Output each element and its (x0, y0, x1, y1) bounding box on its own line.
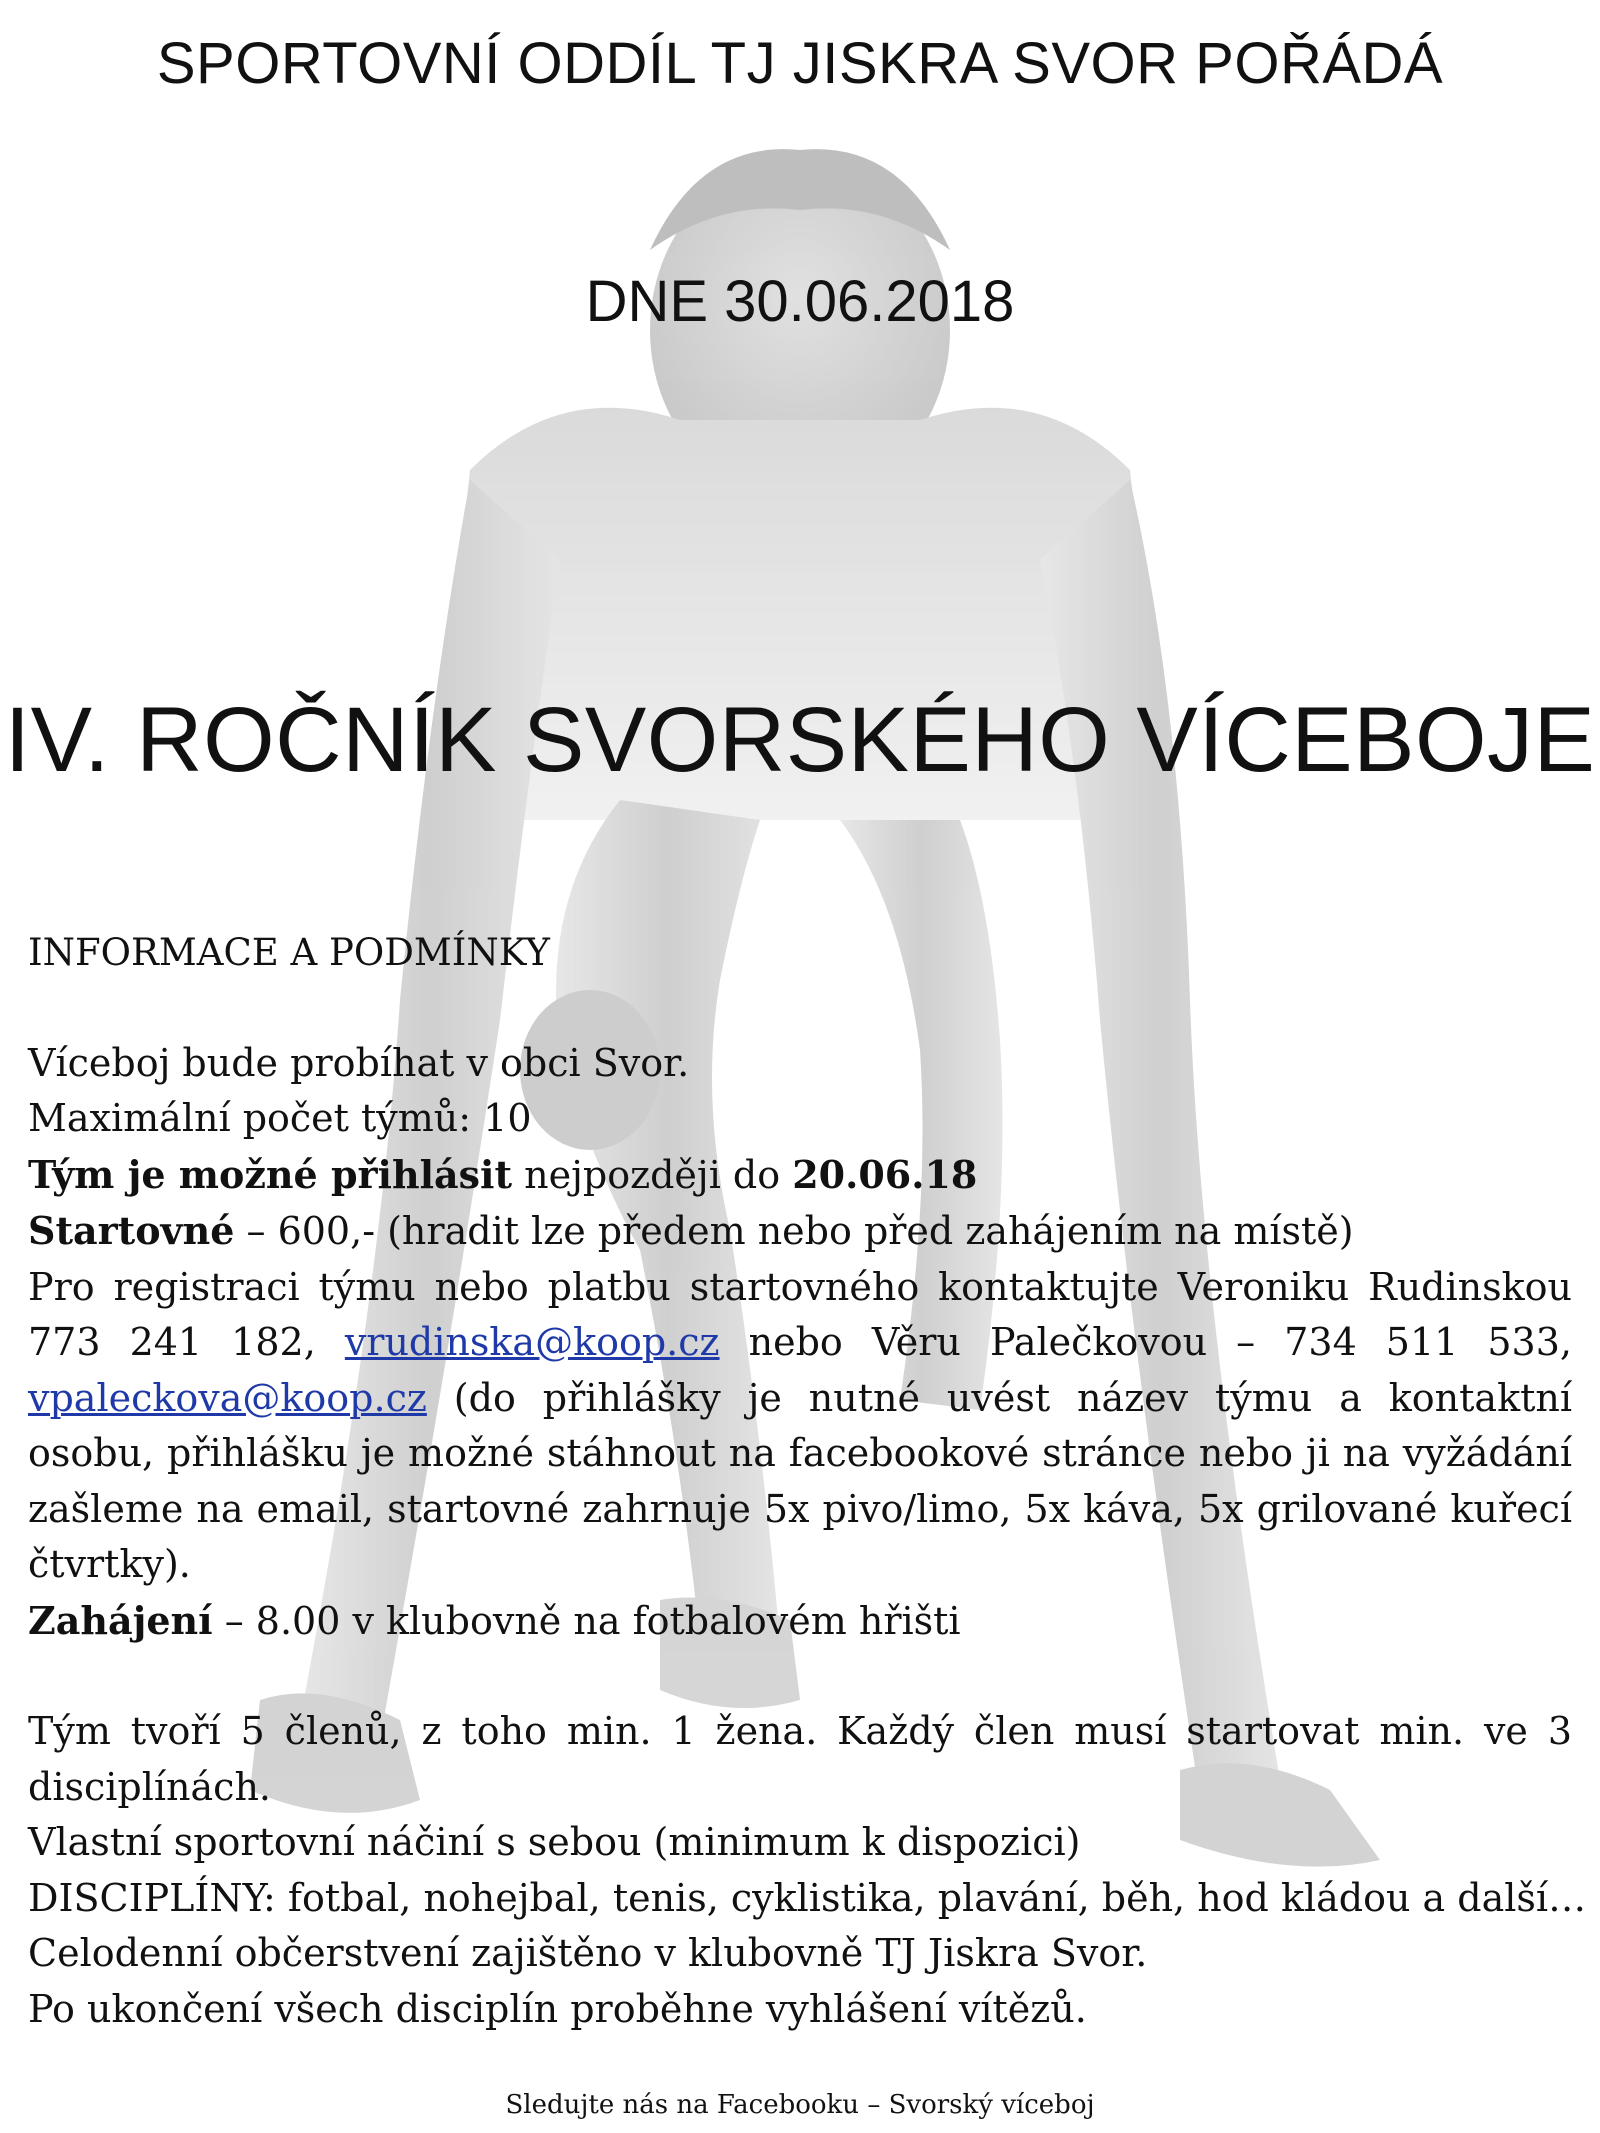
fee-text: – 600,- (hradit lze předem nebo před zahájením na místě) (234, 1209, 1354, 1253)
contact-paragraph (28, 1260, 1572, 1593)
section-title: INFORMACE A PODMÍNKY (28, 931, 550, 974)
start-line (28, 1593, 1572, 1650)
catering-line: Celodenní občerstvení zajištěno v klubovně TJ Jiskra Svor. (28, 1931, 1148, 1975)
event-date: DNE 30.06.2018 (585, 269, 1015, 334)
facebook-footer: Sledujte nás na Facebooku – Svorský víceboj (505, 2090, 1095, 2120)
registration-text: nejpozději do (512, 1152, 793, 1197)
email-link-paleckova[interactable]: vpaleckova@koop.cz (28, 1375, 427, 1420)
start-text: – 8.00 v klubovně na fotbalovém hřišti (212, 1598, 961, 1643)
registration-deadline: 20.06.18 (792, 1151, 978, 1197)
contact-text-1: Pro registraci týmu nebo platbu startovného kontaktujte Veroniku Rudinskou 773 241 182, (28, 1264, 1572, 1364)
contact-text-3: (do přihlášky je nutné uvést název týmu a kontaktní osobu, přihlášku je možné stáhnout na facebookové stránce nebo ji na vyžádání zašleme na email, startovné zahrnuje 5x pivo/limo, 5x káva, 5x grilované kuřecí čtvrtky). (28, 1375, 1572, 1586)
email-link-rudinska[interactable]: vrudinska@koop.cz (344, 1320, 720, 1364)
contact-text-2: nebo Věru Palečkovou – 734 511 533, (719, 1320, 1572, 1364)
max-teams-line: Maximální počet týmů: 10 (28, 1096, 532, 1140)
team-rule: Tým tvoří 5 členů, z toho min. 1 žena. Každý člen musí startovat min. ve 3 disciplínách. (28, 1709, 1572, 1809)
fee-line (28, 1203, 1572, 1260)
event-title: IV. ROČNÍK SVORSKÉHO VÍCEBOJE (4, 689, 1596, 791)
fee-label: Startovné (28, 1208, 235, 1253)
registration-line (28, 1147, 1572, 1204)
equipment-rule: Vlastní sportovní náčiní s sebou (minimum k dispozici) (28, 1820, 1081, 1864)
organizer-heading: SPORTOVNÍ ODDÍL TJ JISKRA SVOR POŘÁDÁ (156, 31, 1444, 96)
disciplines-line: DISCIPLÍNY: fotbal, nohejbal, tenis, cyklistika, plavání, běh, hod kládou a další… (28, 1875, 1587, 1920)
awards-line: Po ukončení všech disciplín proběhne vyhlášení vítězů. (28, 1986, 1087, 2031)
start-label: Zahájení (28, 1597, 213, 1643)
info-block (28, 925, 1587, 2037)
location-line: Víceboj bude probíhat v obci Svor. (28, 1040, 690, 1085)
registration-label: Tým je možné přihlásit (28, 1151, 513, 1197)
